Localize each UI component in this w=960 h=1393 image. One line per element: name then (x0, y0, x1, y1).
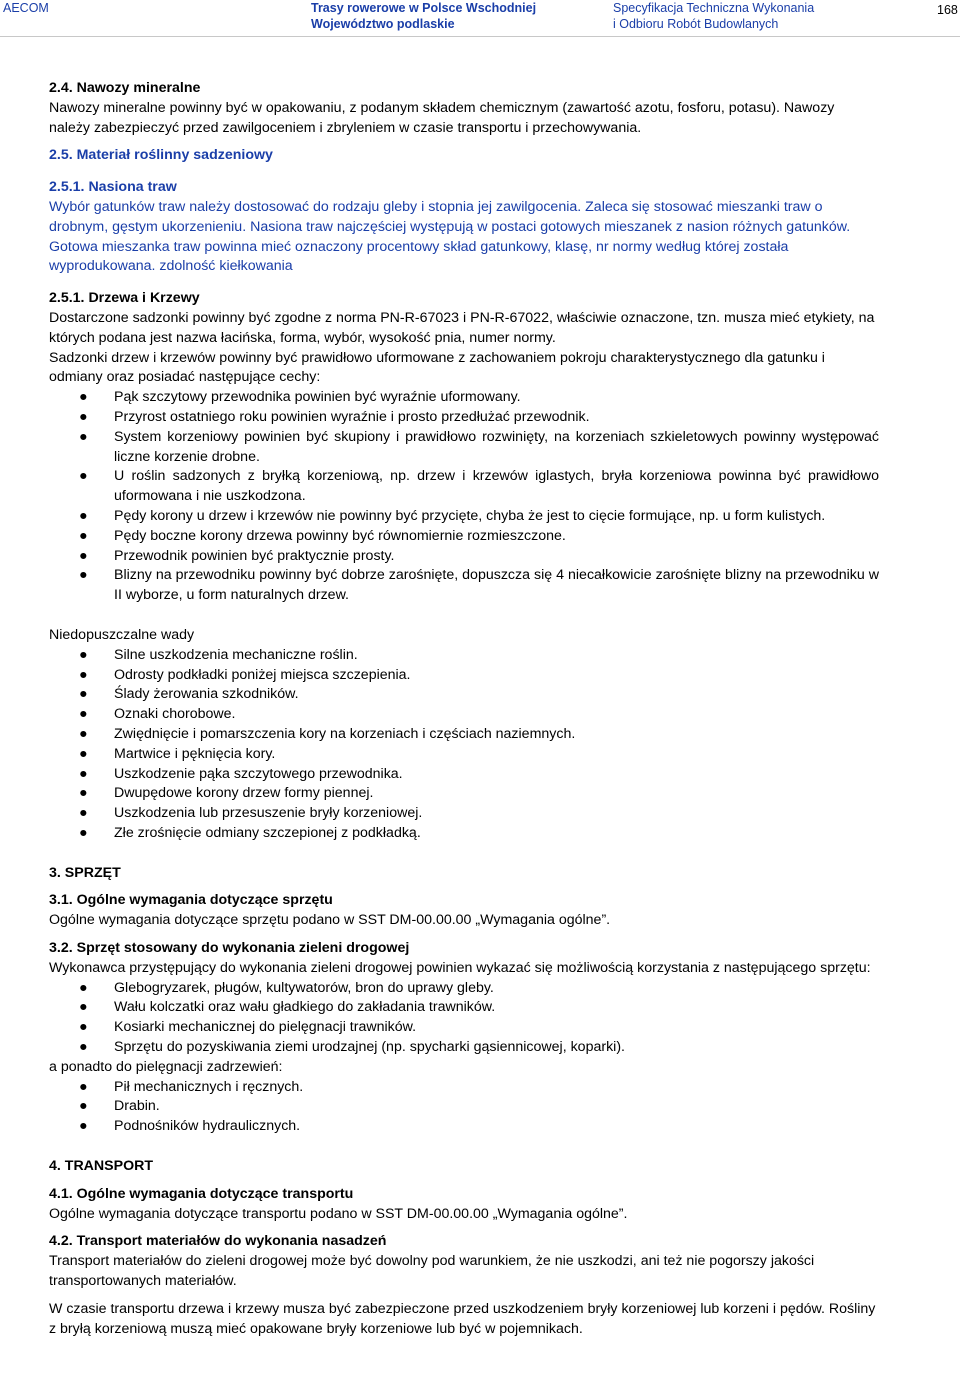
bullet-icon: ● (79, 805, 88, 822)
list-item: ● Blizny na przewodniku powinny być dobrze zarośnięte, dopuszcza się 4 niecałkowicie zarośnięte blizny na przewodniku w II wyborze, u form naturalnych drzew. (79, 567, 879, 604)
document-body (49, 79, 879, 1339)
care-equipment-list (49, 1078, 879, 1137)
list-item: ● Ślady żerowania szkodników. (49, 685, 879, 705)
bullet-icon: ● (79, 765, 88, 782)
list-item: ● Glebogryzarek, pługów, kultywatorów, bron do uprawy gleby. (49, 979, 879, 999)
section-2-4-text: Nawozy mineralne powinny być w opakowaniu, z podanym składem chemicznym (zawartość azotu, fosforu, potasu). Nawozy należy zabezpieczyć przed zawilgoceniem i zbryleniem w czasie transportu i przechowywania. (49, 99, 835, 136)
bullet-icon: ● (79, 979, 88, 996)
list-item: ● Uszkodzenie pąka szczytowego przewodnika. (49, 765, 879, 785)
bullet-icon: ● (79, 527, 88, 544)
list-item: ● Odrosty podkładki poniżej miejsca szczepienia. (49, 666, 879, 686)
bullet-icon: ● (79, 1098, 88, 1115)
list-item: ● Pędy korony u drzew i krzewów nie powinny być przycięte, chyba że jest to cięcie formujące, np. u form kulistych. (49, 507, 879, 527)
section-2-5-1-trees-text1: Dostarczone sadzonki powinny być zgodne z norma PN-R-67023 i PN-R-67022, właściwie oznaczone, tzn. musza mieć etykiety, na których podana jest nazwa łacińska, forma, wybór, wysokość pnia, numer normy. (49, 309, 875, 346)
bullet-icon: ● (79, 389, 88, 406)
bullet-icon: ● (79, 408, 88, 425)
section-2-5-title: 2.5. Materiał roślinny sadzeniowy (49, 147, 273, 164)
bullet-icon: ● (79, 824, 88, 841)
section-4-2-text: Transport materiałów do zieleni drogowej może być dowolny pod warunkiem, że nie uszkodzi, ani też nie pogorszy jakości transportowanych materiałów. (49, 1253, 815, 1290)
section-4-2-title: 4.2. Transport materiałów do wykonania nasadzeń (49, 1233, 387, 1250)
section-3-title: 3. SPRZĘT (49, 864, 121, 881)
bullet-icon: ● (79, 468, 88, 485)
header-divider (0, 36, 960, 37)
list-item: ● Uszkodzenia lub przesuszenie bryły korzeniowej. (49, 804, 879, 824)
list-item: ● Przewodnik powinien być praktycznie prosty. (49, 547, 879, 567)
list-item: ● Wału kolczatki oraz wału gładkiego do zakładania trawników. (49, 998, 879, 1018)
section-2-5-1-trees-title: 2.5.1. Drzewa i Krzewy (49, 290, 200, 307)
list-item: ● Oznaki chorobowe. (49, 705, 879, 725)
section-4-1-title: 4.1. Ogólne wymagania dotyczące transportu (49, 1185, 354, 1202)
section-3-2-text: Wykonawca przystępujący do wykonania zieleni drogowej powinien wykazać się możliwością korzystania z następującego sprzętu: (49, 959, 871, 976)
list-item: ● Martwice i pęknięcia kory. (49, 745, 879, 765)
section-2-4-title: 2.4. Nawozy mineralne (49, 80, 201, 96)
spec-line-1: Specyfikacja Techniczna Wykonania (613, 1, 815, 15)
spec-line-2: i Odbioru Robót Budowlanych (613, 17, 779, 31)
bullet-icon: ● (79, 1118, 88, 1135)
section-4-1-text: Ogólne wymagania dotyczące transportu podano w SST DM-00.00.00 „Wymagania ogólne”. (49, 1205, 628, 1222)
section-2-5-1-grass-text: Wybór gatunków traw należy dostosować do rodzaju gleby i stopnia jej zawilgocenia. Zaleca się stosować mieszanki traw o drobnym, gęstym ukorzenieniu. Nasiona traw najczęściej występują w postaci gotowych mieszanek z nasion różnych gatunków. Gotowa mieszanka traw powinna mieć oznaczony procentowy skład gatunkowy, klasę, nr normy według której została wyprodukowana. zdolność kiełkowania (49, 198, 851, 275)
list-item: ● Pił mechanicznych i ręcznych. (49, 1078, 879, 1098)
bullet-icon: ● (79, 428, 88, 445)
bullet-icon: ● (79, 1019, 88, 1036)
list-item: ● Kosiarki mechanicznej do pielęgnacji trawników. (49, 1018, 879, 1038)
bullet-icon: ● (79, 686, 88, 703)
equipment-list (49, 979, 879, 1058)
bullet-icon: ● (79, 666, 88, 683)
spec-title (613, 0, 814, 32)
section-4-title: 4. TRANSPORT (49, 1158, 154, 1175)
page-number: 168 (937, 3, 958, 17)
bullet-icon: ● (79, 745, 88, 762)
section-2-5-1-trees-text2: Sadzonki drzew i krzewów powinny być prawidłowo uformowane z zachowaniem pokroju charakterystycznego dla gatunku i odmiany oraz posiadać następujące cechy: (49, 349, 825, 386)
section-3-2-title: 3.2. Sprzęt stosowany do wykonania zieleni drogowej (49, 940, 410, 957)
bullet-icon: ● (79, 1078, 88, 1095)
company-name: AECOM (3, 1, 49, 15)
project-title (311, 0, 536, 32)
list-item: ● Silne uszkodzenia mechaniczne roślin. (49, 646, 879, 666)
list-item: ● Pąk szczytowy przewodnika powinien być wyraźnie uformowany. (49, 388, 879, 408)
project-line-1: Trasy rowerowe w Polsce Wschodniej (311, 1, 537, 15)
list-item: ● Sprzętu do pozyskiwania ziemi urodzajnej (np. spycharki gąsiennicowej, koparki). (49, 1038, 879, 1058)
list-item: ● Zwiędnięcie i pomarszczenia kory na korzeniach i częściach naziemnych. (49, 725, 879, 745)
list-item: ● Pędy boczne korony drzewa powinny być równomiernie rozmieszczone. (49, 527, 879, 547)
list-item: ● Dwupędowe korony drzew formy piennej. (49, 784, 879, 804)
section-2-5-1-grass-title: 2.5.1. Nasiona traw (49, 179, 177, 196)
project-line-2: Województwo podlaskie (311, 17, 455, 31)
list-item: ● System korzeniowy powinien być skupiony i prawidłowo rozwinięty, na korzeniach szkieletowych powinny występować liczne korzenie drobne. (79, 428, 879, 465)
section-4-2-text-2: W czasie transportu drzewa i krzewy musza być zabezpieczone przed uszkodzeniem bryły korzeniowej lub korzeni i pędów. Rośliny z bryłą korzeniową muszą mieć opakowane bryły korzeniowe lub być w pojemnikach. (49, 1300, 876, 1337)
bullet-icon: ● (79, 507, 88, 524)
list-item: ● Podnośników hydraulicznych. (49, 1117, 879, 1137)
bullet-icon: ● (79, 567, 88, 584)
list-item: ● U roślin sadzonych z bryłką korzeniową, np. drzew i krzewów iglastych, bryła korzeniowa powinna być prawidłowo uformowana i nie uszkodzona. (79, 468, 879, 505)
bullet-icon: ● (79, 785, 88, 802)
bullet-icon: ● (79, 706, 88, 723)
tree-features-list (49, 388, 879, 606)
bullet-icon: ● (79, 725, 88, 742)
bullet-icon: ● (79, 646, 88, 663)
list-item: ● Przyrost ostatniego roku powinien wyraźnie i prosto przedłużać przewodnik. (49, 408, 879, 428)
section-3-1-text: Ogólne wymagania dotyczące sprzętu podano w SST DM-00.00.00 „Wymagania ogólne”. (49, 912, 611, 929)
page-header (0, 0, 960, 36)
care-equipment-text: a ponadto do pielęgnacji zadrzewień: (49, 1058, 283, 1075)
list-item: ● Drabin. (49, 1097, 879, 1117)
list-item: ● Złe zrośnięcie odmiany szczepionej z podkładką. (49, 824, 879, 844)
defects-list (49, 646, 879, 844)
section-3-1-title: 3.1. Ogólne wymagania dotyczące sprzętu (49, 892, 333, 909)
bullet-icon: ● (79, 547, 88, 564)
bullet-icon: ● (79, 1039, 88, 1056)
defects-title: Niedopuszczalne wady (49, 626, 195, 643)
bullet-icon: ● (79, 999, 88, 1016)
